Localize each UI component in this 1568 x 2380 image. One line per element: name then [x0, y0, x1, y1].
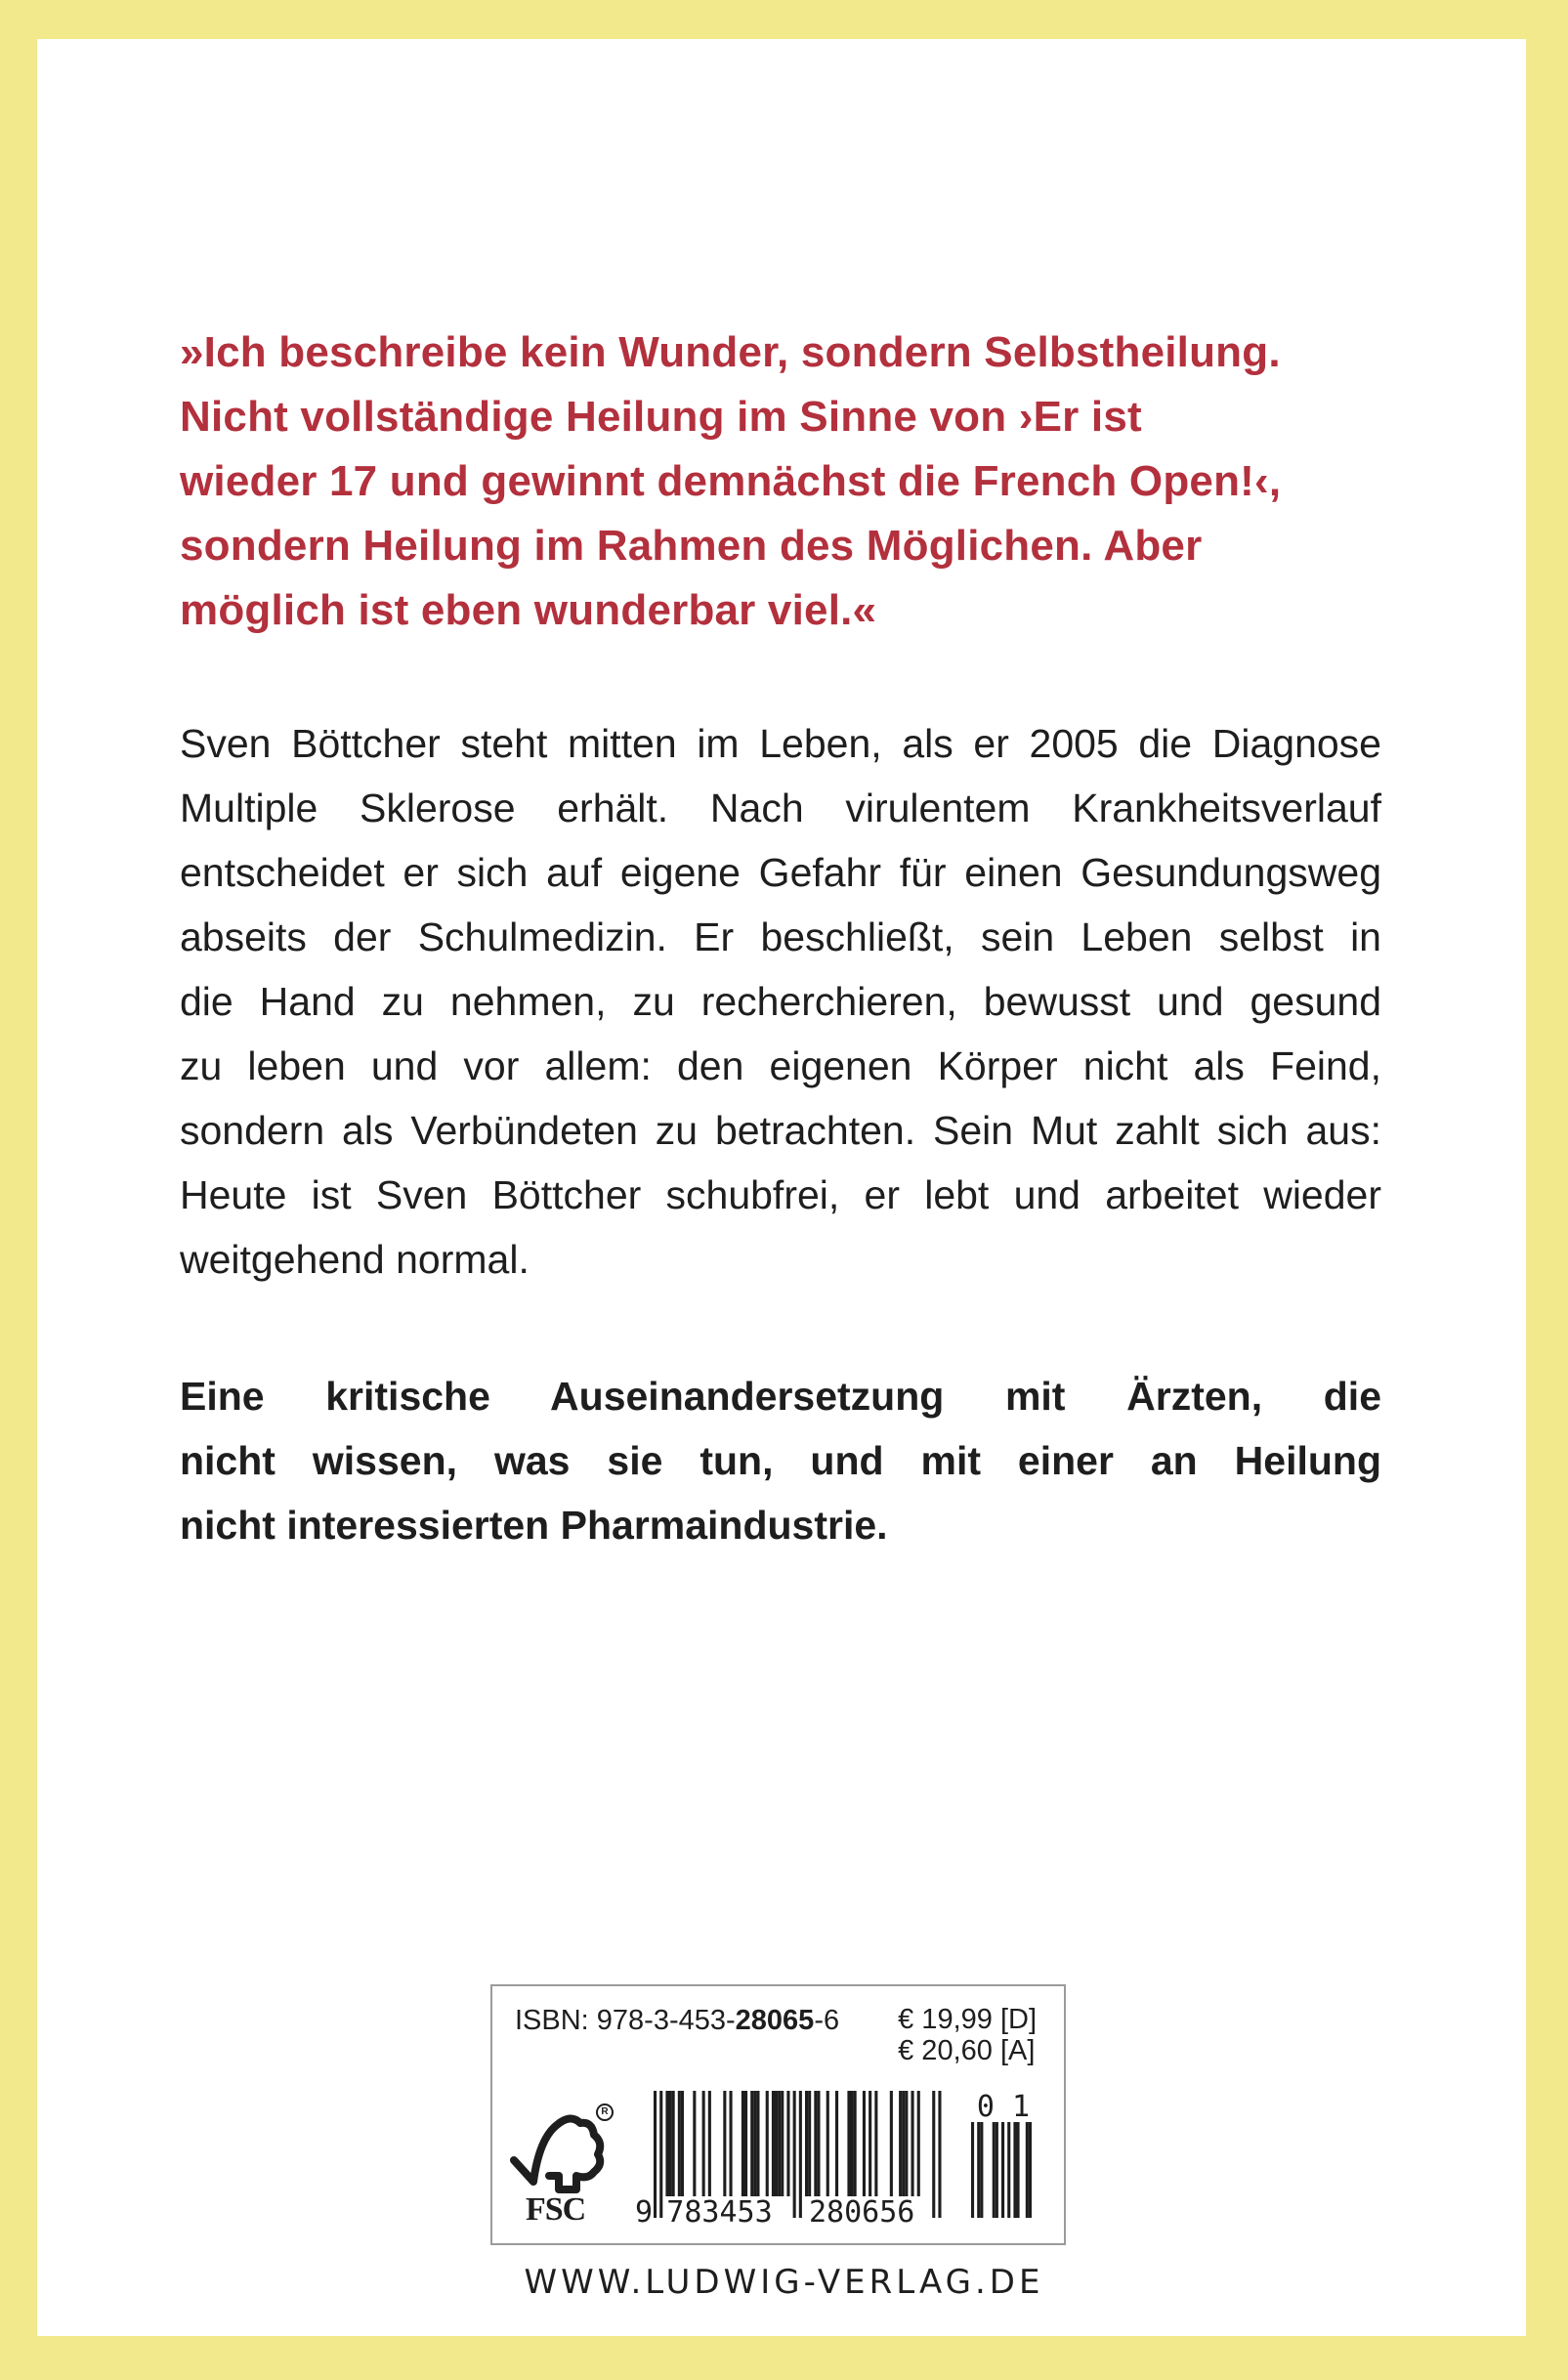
isbn-bold-part: 28065 [735, 2005, 815, 2036]
tagline-line: nicht interessierten Pharmaindustrie. [180, 1503, 888, 1548]
svg-text:280656: 280656 [809, 2195, 915, 2228]
svg-text:783453: 783453 [666, 2195, 773, 2228]
isbn-suffix: -6 [814, 2005, 840, 2036]
fsc-label: FSC [526, 2191, 586, 2228]
svg-text:9: 9 [635, 2195, 654, 2228]
tagline-line: Eine kritische Auseinandersetzung mit Ärzten, die [180, 1374, 1381, 1419]
quote-line: wieder 17 und gewinnt demnächst die French Open!‹, [180, 457, 1282, 505]
ean-barcode [635, 2091, 1045, 2228]
description-line: die Hand zu nehmen, zu recherchieren, bewusst und gesund [180, 979, 1381, 1024]
publisher-url: WWW.LUDWIG-VERLAG.DE [524, 2263, 1044, 2302]
prices [898, 2004, 1037, 2066]
quote-line: »Ich beschreibe kein Wunder, sondern Selbstheilung. [180, 328, 1281, 376]
quote-line: möglich ist eben wunderbar viel.« [180, 586, 877, 634]
svg-text:0 1: 0 1 [976, 2091, 1031, 2124]
price-germany: € 19,99 [D] [898, 2004, 1037, 2035]
description-line: Heute ist Sven Böttcher schubfrei, er lebt und arbeitet wieder [180, 1172, 1381, 1217]
description-line: Multiple Sklerose erhält. Nach virulentem Krankheitsverlauf [180, 786, 1381, 830]
description-line: entscheidet er sich auf eigene Gefahr für einen Gesundungsweg [180, 850, 1381, 895]
description-paragraph [180, 711, 1381, 1292]
fsc-logo [506, 2100, 615, 2232]
price-austria: € 20,60 [A] [898, 2035, 1036, 2066]
description-line: sondern als Verbündeten zu betrachten. Sein Mut zahlt sich aus: [180, 1108, 1381, 1153]
description-line: Sven Böttcher steht mitten im Leben, als er 2005 die Diagnose [180, 721, 1381, 766]
description-line: zu leben und vor allem: den eigenen Körper nicht als Feind, [180, 1043, 1381, 1088]
quote-line: Nicht vollständige Heilung im Sinne von ›Er ist [180, 393, 1142, 441]
description-line: abseits der Schulmedizin. Er beschließt, sein Leben selbst in [180, 914, 1381, 959]
description-line: weitgehend normal. [180, 1237, 530, 1282]
isbn-number [515, 2004, 839, 2037]
tagline-paragraph [180, 1364, 1381, 1557]
isbn-price-box [490, 1984, 1066, 2245]
isbn-prefix: ISBN: 978-3-453- [515, 2005, 736, 2036]
tagline-line: nicht wissen, was sie tun, und mit einer an Heilung [180, 1438, 1381, 1483]
registered-mark-icon: R [596, 2104, 614, 2121]
quote-line: sondern Heilung im Rahmen des Möglichen. Aber [180, 522, 1203, 570]
pull-quote [180, 320, 1391, 643]
